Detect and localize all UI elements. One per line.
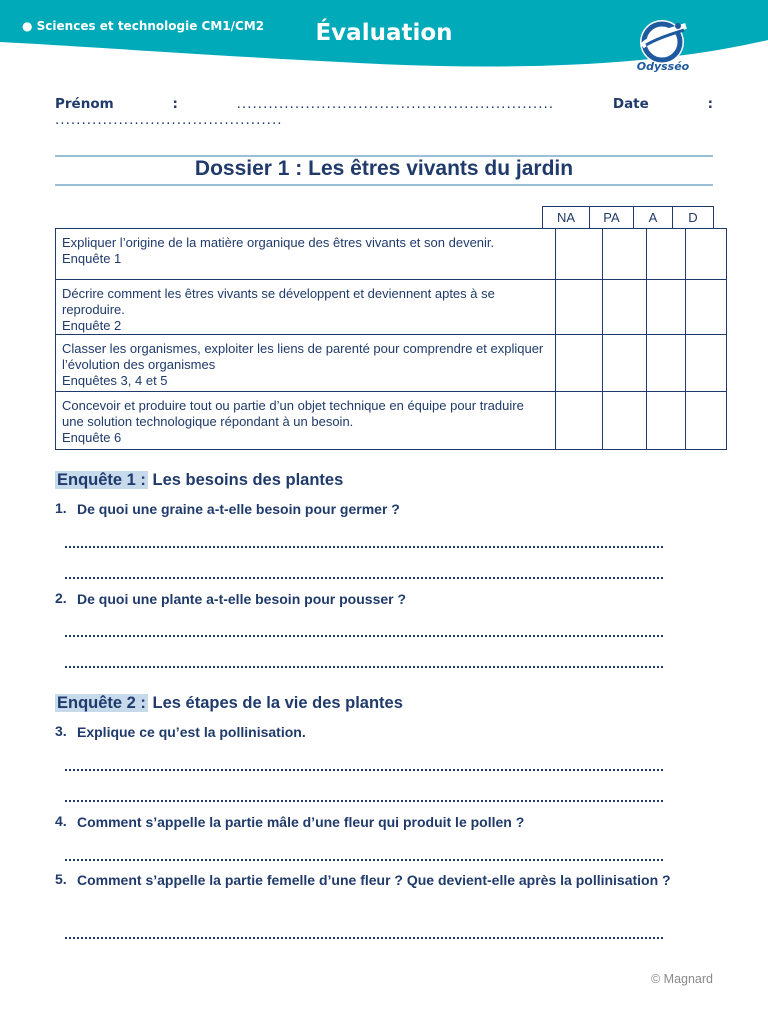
enquete-1-heading	[55, 471, 343, 490]
checkbox-d[interactable]	[686, 392, 727, 450]
question-number: 3.	[55, 723, 67, 739]
checkbox-d[interactable]	[686, 335, 727, 392]
question-number: 1.	[55, 500, 67, 516]
question-text: Comment s’appelle la partie mâle d’une fleur qui produit le pollen ?	[77, 814, 525, 830]
criterion-ref: Enquête 1	[62, 251, 122, 266]
prenom-colon: :	[172, 96, 178, 112]
criterion-text: Concevoir et produire tout ou partie d’un objet technique en équipe pour traduire une solution technologique répondant à un besoin.	[62, 398, 524, 429]
grid-header-a: A	[634, 207, 673, 229]
question-number: 2.	[55, 590, 67, 606]
criterion-cell	[56, 280, 556, 335]
date-colon: :	[707, 96, 713, 112]
criterion-ref: Enquêtes 3, 4 et 5	[62, 373, 168, 388]
question-number: 4.	[55, 813, 67, 829]
table-row	[56, 335, 727, 392]
checkbox-pa[interactable]	[603, 335, 647, 392]
checkbox-pa[interactable]	[603, 229, 647, 280]
checkbox-a[interactable]	[647, 335, 686, 392]
enquete-title: Les étapes de la vie des plantes	[152, 694, 403, 712]
grid-header-na: NA	[543, 207, 590, 229]
question-number: 5.	[55, 871, 67, 887]
answer-line[interactable]	[65, 800, 663, 802]
logo-wordmark: Odysséo	[636, 60, 690, 73]
page-title: Évaluation	[315, 20, 453, 46]
skills-grid	[55, 228, 727, 450]
student-fields	[55, 96, 713, 128]
checkbox-a[interactable]	[647, 229, 686, 280]
checkbox-na[interactable]	[556, 392, 603, 450]
criterion-text: Classer les organismes, exploiter les liens de parenté pour comprendre et expliquer l’évolution des organismes	[62, 341, 544, 372]
copyright-footer: © Magnard	[650, 972, 713, 986]
criterion-cell	[56, 335, 556, 392]
criterion-cell	[56, 229, 556, 280]
checkbox-d[interactable]	[686, 229, 727, 280]
answer-line[interactable]	[65, 859, 663, 861]
question-text: De quoi une graine a-t-elle besoin pour germer ?	[77, 501, 400, 517]
question-5	[55, 871, 687, 890]
checkbox-d[interactable]	[686, 280, 727, 335]
checkbox-pa[interactable]	[603, 280, 647, 335]
answer-line[interactable]	[65, 666, 663, 668]
question-1	[55, 500, 687, 519]
checkbox-na[interactable]	[556, 229, 603, 280]
answer-line[interactable]	[65, 635, 663, 637]
answer-line[interactable]	[65, 769, 663, 771]
prenom-field[interactable]: ............................................................	[236, 96, 555, 112]
checkbox-pa[interactable]	[603, 392, 647, 450]
checkbox-a[interactable]	[647, 280, 686, 335]
criterion-cell	[56, 392, 556, 450]
question-4	[55, 813, 687, 832]
question-text: De quoi une plante a-t-elle besoin pour pousser ?	[77, 591, 407, 607]
answer-line[interactable]	[65, 937, 663, 939]
grid-header-d: D	[673, 207, 714, 229]
criterion-ref: Enquête 2	[62, 318, 122, 333]
enquete-2-heading	[55, 694, 403, 713]
skills-grid-header	[542, 206, 714, 229]
answer-line[interactable]	[65, 546, 663, 548]
checkbox-na[interactable]	[556, 280, 603, 335]
grid-header-pa: PA	[590, 207, 634, 229]
table-row	[56, 280, 727, 335]
question-2	[55, 590, 687, 609]
checkbox-na[interactable]	[556, 335, 603, 392]
criterion-ref: Enquête 6	[62, 430, 122, 445]
criterion-text: Décrire comment les êtres vivants se développent et deviennent aptes à se reproduire.	[62, 286, 495, 317]
table-row	[56, 392, 727, 450]
question-text: Comment s’appelle la partie femelle d’une fleur ? Que devient-elle après la pollinisation ?	[77, 872, 671, 888]
date-field[interactable]: ...........................................	[55, 112, 283, 128]
question-3	[55, 723, 687, 742]
prenom-label: Prénom	[55, 96, 114, 112]
answer-line[interactable]	[65, 577, 663, 579]
title-rule-bottom	[55, 184, 713, 186]
enquete-tag: Enquête 2 :	[57, 694, 146, 712]
date-label: Date	[612, 96, 649, 112]
enquete-title: Les besoins des plantes	[152, 471, 344, 489]
criterion-text: Expliquer l’origine de la matière organique des êtres vivants et son devenir.	[62, 235, 495, 250]
checkbox-a[interactable]	[647, 392, 686, 450]
enquete-tag: Enquête 1 :	[57, 471, 146, 489]
table-row	[56, 229, 727, 280]
dossier-title: Dossier 1 : Les êtres vivants du jardin	[194, 157, 574, 180]
question-text: Explique ce qu’est la pollinisation.	[77, 724, 306, 740]
subject-label: ● Sciences et technologie CM1/CM2	[22, 19, 265, 33]
